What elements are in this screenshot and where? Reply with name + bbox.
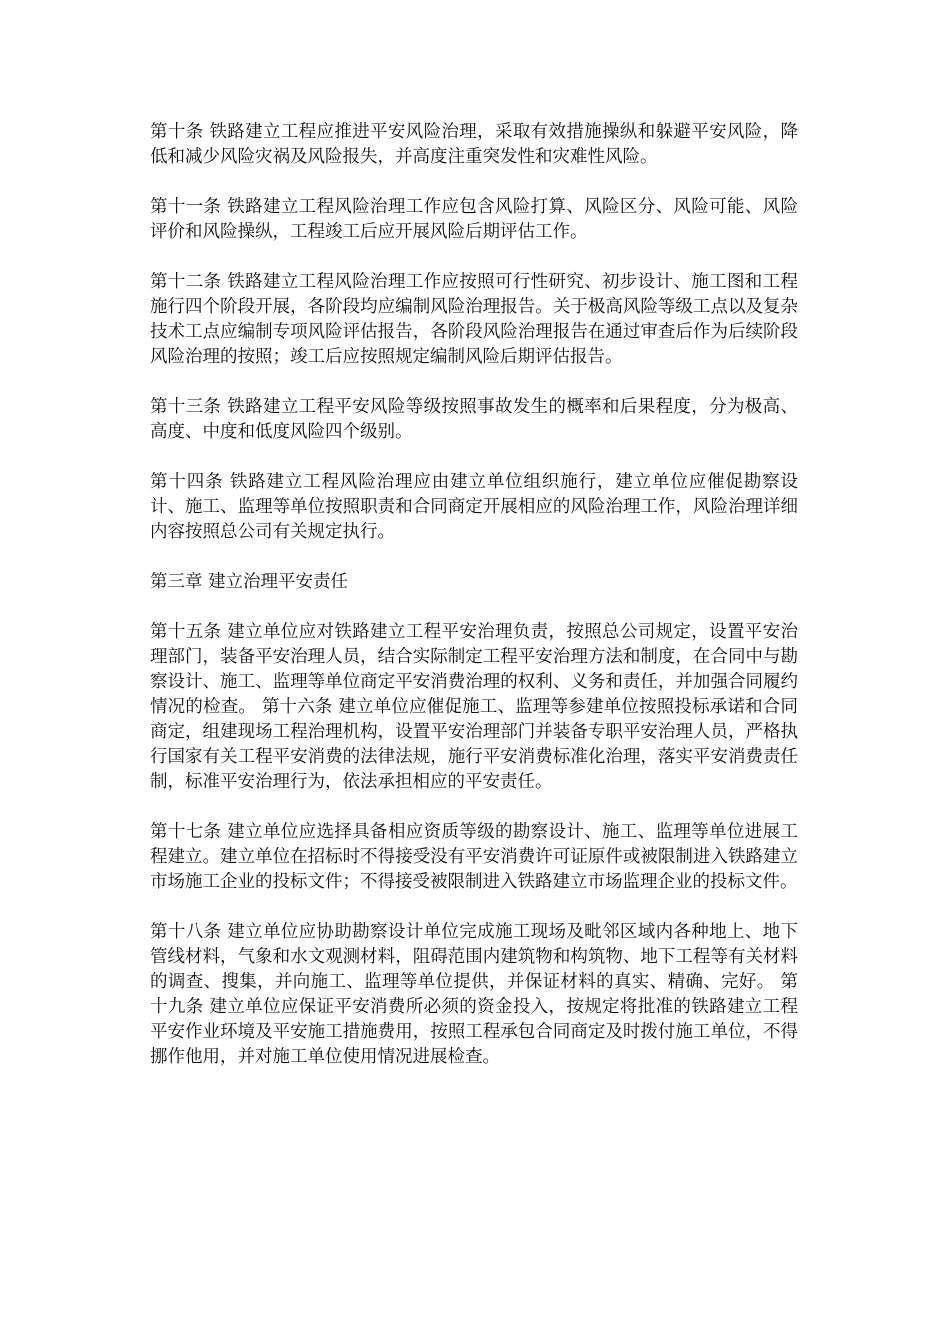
paragraph-article-15-16: 第十五条 建立单位应对铁路建立工程平安治理负责，按照总公司规定，设置平安治理部门，装备平安治理人员，结合实际制定工程平安治理方法和制度，在合同中与勘察设计、施工、监理等单位商定平安消费治理的权利、义务和责任，并加强合同履约情况的检查。 第十六条 建立单位应催促施工、监理等参建单位按照投标承诺和合同商定，组建现场工程治理机构，设置平安治理部门并装备专职平安治理人员，严格执行国家有关工程平安消费的法律法规，施行平安消费标准化治理，落实平安消费责任制，标准平安治理行为，依法承担相应的平安责任。 xyxy=(150,622,798,792)
paragraph-article-13: 第十三条 铁路建立工程平安风险等级按照事故发生的概率和后果程度，分为极高、高度、中度和低度风险四个级别。 xyxy=(150,397,798,442)
paragraph-article-17: 第十七条 建立单位应选择具备相应资质等级的勘察设计、施工、监理等单位进展工程建立。建立单位在招标时不得接受没有平安消费许可证原件或被限制进入铁路建立市场施工企业的投标文件；不得接受被限制进入铁路建立市场监理企业的投标文件。 xyxy=(150,822,798,892)
chapter-heading: 第三章 建立治理平安责任 xyxy=(150,572,349,592)
paragraph-article-10: 第十条 铁路建立工程应推进平安风险治理，采取有效措施操纵和躲避平安风险，降低和减少风险灾祸及风险报失，并高度注重突发性和灾难性风险。 xyxy=(150,122,798,167)
paragraph-article-12: 第十二条 铁路建立工程风险治理工作应按照可行性研究、初步设计、施工图和工程施行四个阶段开展，各阶段均应编制风险治理报告。关于极高风险等级工点以及复杂技术工点应编制专项风险评估报告，各阶段风险治理报告在通过审查后作为后续阶段风险治理的按照；竣工后应按照规定编制风险后期评估报告。 xyxy=(150,272,798,367)
paragraph-article-14: 第十四条 铁路建立工程风险治理应由建立单位组织施行，建立单位应催促勘察设计、施工、监理等单位按照职责和合同商定开展相应的风险治理工作，风险治理详细内容按照总公司有关规定执行。 xyxy=(150,472,798,542)
document-body xyxy=(150,120,798,1095)
paragraph-article-11: 第十一条 铁路建立工程风险治理工作应包含风险打算、风险区分、风险可能、风险评价和风险操纵，工程竣工后应开展风险后期评估工作。 xyxy=(150,197,798,242)
paragraph-article-18-19: 第十八条 建立单位应协助勘察设计单位完成施工现场及毗邻区域内各种地上、地下管线材料，气象和水文观测材料，阻碍范围内建筑物和构筑物、地下工程等有关材料的调查、搜集，并向施工、监理等单位提供，并保证材料的真实、精确、完好。 第十九条 建立单位应保证平安消费所必须的资金投入，按规定将批准的铁路建立工程平安作业环境及平安施工措施费用，按照工程承包合同商定及时拨付施工单位，不得挪作他用，并对施工单位使用情况进展检查。 xyxy=(150,922,798,1067)
